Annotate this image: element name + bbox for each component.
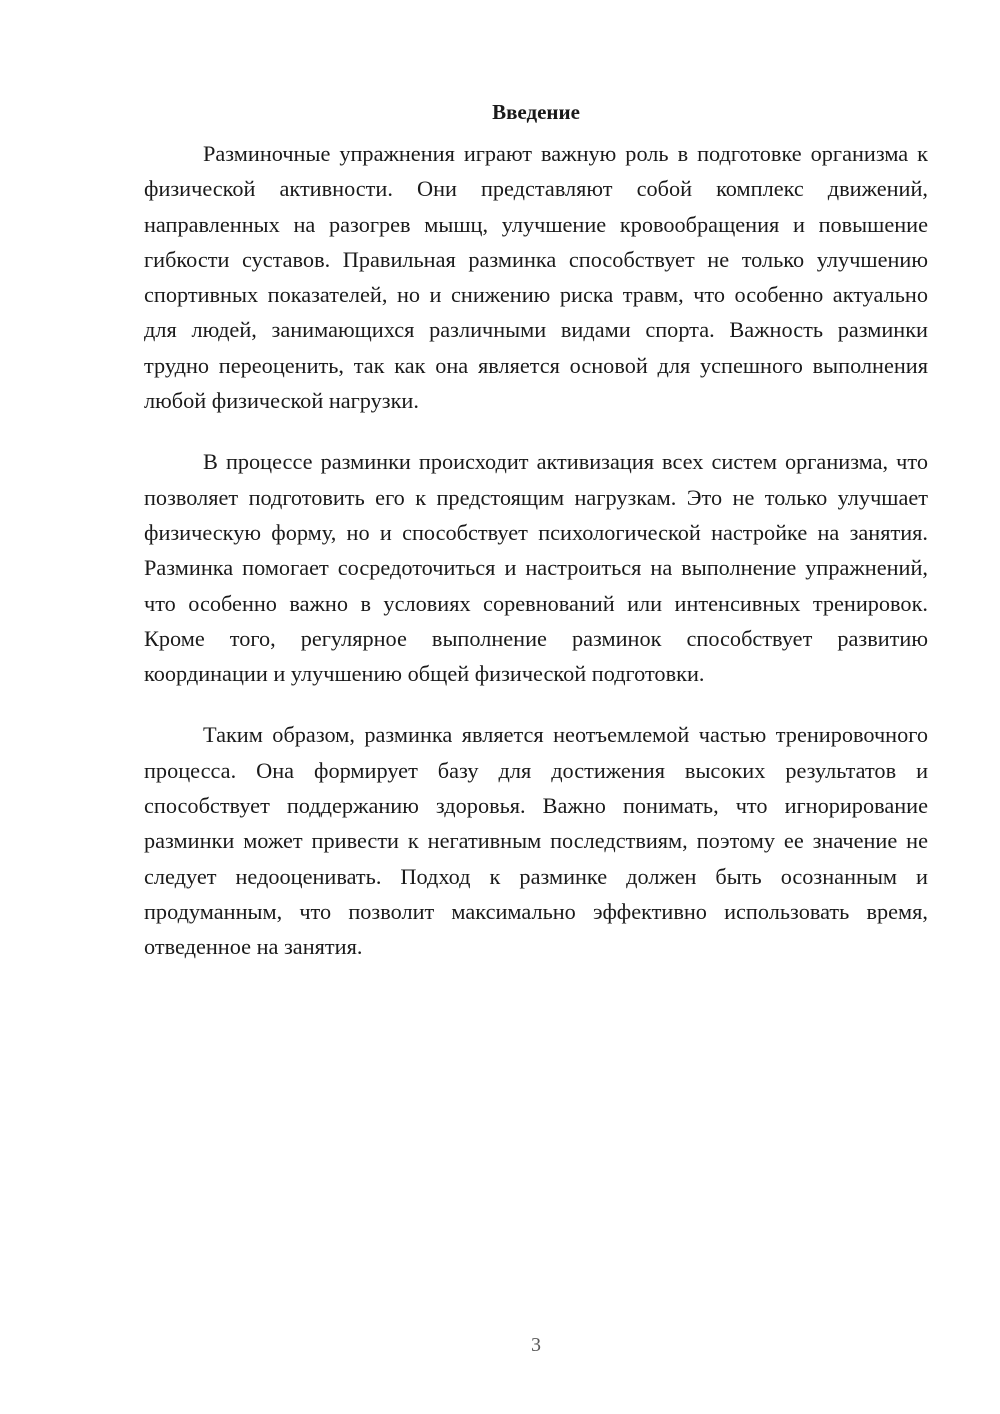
page-content: [144, 96, 928, 991]
paragraph-2: В процессе разминки происходит активизация всех систем организма, что позволяет подготовить его к предстоящим нагрузкам. Это не только улучшает физическую форму, но и способствует психологической настройке на занятия. Разминка помогает сосредоточиться и настроиться на выполнение упражнений, что особенно важно в условиях соревнований или интенсивных тренировок. Кроме того, регулярное выполнение разминок способствует развитию координации и улучшению общей физической подготовки.: [144, 449, 928, 687]
paragraph-1: Разминочные упражнения играют важную роль в подготовке организма к физической активности. Они представляют собой комплекс движений, направленных на разогрев мышц, улучшение кровообращения и повышение гибкости суставов. Правильная разминка способствует не только улучшению спортивных показателей, но и снижению риска травм, что особенно актуально для людей, занимающихся различными видами спорта. Важность разминки трудно переоценить, так как она является основой для успешного выполнения любой физической нагрузки.: [144, 141, 928, 414]
page-number: 3: [531, 1334, 541, 1356]
paragraph-3: Таким образом, разминка является неотъемлемой частью тренировочного процесса. Она формирует базу для достижения высоких результатов и способствует поддержанию здоровья. Важно понимать, что игнорирование разминки может привести к негативным последствиям, поэтому ее значение не следует недооценивать. Подход к разминке должен быть осознанным и продуманным, что позволит максимально эффективно использовать время, отведенное на занятия.: [144, 722, 928, 960]
section-heading: Введение: [492, 100, 580, 124]
